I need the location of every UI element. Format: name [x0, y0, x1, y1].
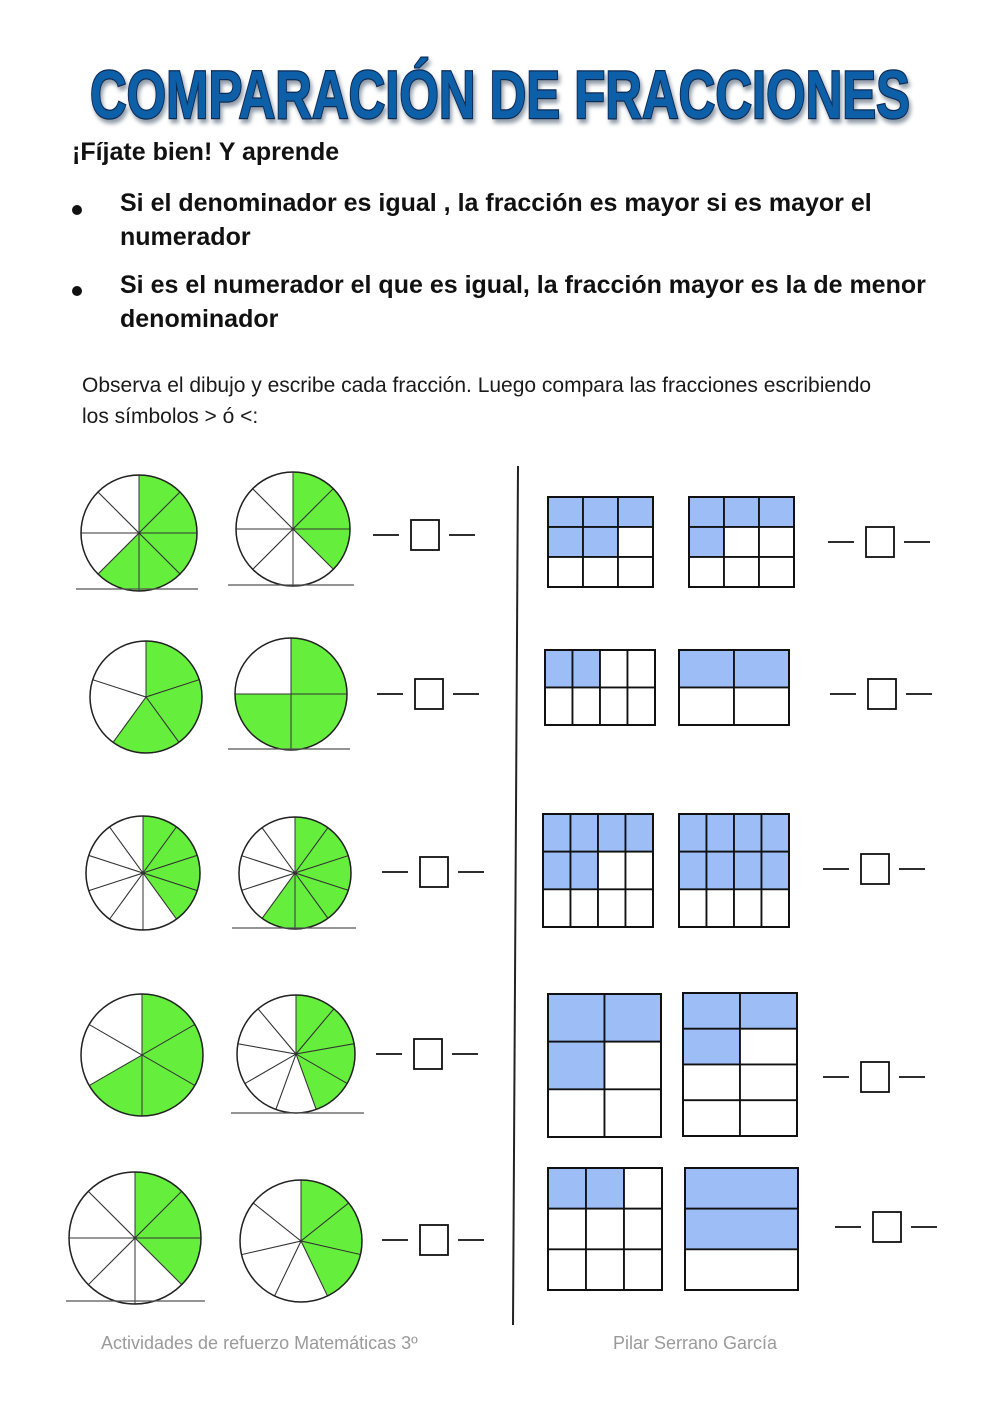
grid-cell [573, 650, 601, 688]
grid-cell [624, 1209, 662, 1250]
column-divider [513, 466, 518, 1325]
grid-cell [734, 889, 762, 927]
fraction-circle [240, 1180, 362, 1302]
comparison-blank [828, 527, 930, 557]
grid-cell [624, 1168, 662, 1209]
fraction-grid [548, 1168, 662, 1290]
grid-cell [724, 497, 759, 527]
grid-cell [548, 994, 605, 1042]
fraction-grid [689, 497, 794, 587]
grid-cell [679, 814, 707, 852]
grid-cell [598, 852, 626, 890]
grid-cell [543, 852, 571, 890]
grid-cell [679, 889, 707, 927]
fraction-circle [81, 475, 197, 591]
answer-box [861, 854, 889, 884]
grid-cell [545, 650, 573, 688]
grid-cell [605, 994, 662, 1042]
grid-cell [605, 1042, 662, 1090]
comparison-blank [376, 1039, 478, 1069]
grid-cell [759, 497, 794, 527]
grid-cell [583, 557, 618, 587]
grid-cell [683, 1029, 740, 1065]
grid-cell [679, 852, 707, 890]
grid-cell [683, 993, 740, 1029]
grid-cell [689, 527, 724, 557]
grid-cell [548, 1042, 605, 1090]
grid-cell [759, 557, 794, 587]
grid-cell [624, 1249, 662, 1290]
grid-cell [762, 889, 790, 927]
grid-cell [724, 527, 759, 557]
grid-cell [683, 1100, 740, 1136]
answer-box [868, 679, 896, 709]
intro-text: ¡Fíjate bien! Y aprende [72, 138, 340, 166]
grid-cell [583, 527, 618, 557]
exercise-instruction: Observa el dibujo y escribe cada fracción. Luego compara las fracciones escribiendo los símbolos > ó <: [82, 374, 872, 428]
fraction-circle [235, 638, 347, 750]
grid-cell [548, 497, 583, 527]
grid-cell [548, 557, 583, 587]
comparison-blank [823, 1062, 925, 1092]
fraction-circle [69, 1172, 201, 1304]
grid-cell [734, 688, 789, 726]
grid-cell [600, 688, 628, 726]
answer-box [420, 857, 448, 887]
grid-cell [762, 852, 790, 890]
fraction-grid [545, 650, 655, 725]
answer-box [866, 527, 894, 557]
grid-cell [548, 1089, 605, 1137]
grid-cell [618, 557, 653, 587]
comparison-blank [830, 679, 932, 709]
fraction-grid [548, 497, 653, 587]
answer-box [420, 1225, 448, 1255]
fraction-circle [81, 994, 203, 1116]
grid-cell [618, 527, 653, 557]
grid-cell [548, 1249, 586, 1290]
grid-cell [734, 852, 762, 890]
fraction-grid [679, 650, 789, 725]
grid-cell [586, 1209, 624, 1250]
grid-cell [548, 1168, 586, 1209]
grid-cell [548, 527, 583, 557]
fraction-circle [236, 472, 350, 586]
grid-cell [628, 688, 656, 726]
circle-sector [291, 694, 347, 750]
grid-cell [734, 650, 789, 688]
comparison-blank [382, 857, 484, 887]
grid-cell [573, 688, 601, 726]
grid-cell [545, 688, 573, 726]
grid-cell [707, 814, 735, 852]
circle-sector [291, 638, 347, 694]
comparison-blank [373, 520, 475, 550]
answer-box [873, 1212, 901, 1242]
grid-cell [679, 688, 734, 726]
fraction-grid [679, 814, 789, 927]
rule-equal-numerator: Si es el numerador el que es igual, la fracción mayor es la de menor denominador [120, 271, 926, 333]
grid-cell [543, 814, 571, 852]
grid-cell [689, 557, 724, 587]
grid-cell [689, 497, 724, 527]
answer-box [415, 679, 443, 709]
grid-cell [548, 1209, 586, 1250]
grid-cell [685, 1209, 798, 1250]
circle-sector [235, 694, 291, 750]
fraction-circle [90, 641, 202, 753]
grid-cell [600, 650, 628, 688]
grid-cell [759, 527, 794, 557]
grid-cell [626, 889, 654, 927]
grid-cell [543, 889, 571, 927]
grid-cell [626, 814, 654, 852]
grid-cell [586, 1249, 624, 1290]
grid-cell [571, 852, 599, 890]
page-title-text: COMPARACIÓN DE FRACCIONES [90, 57, 910, 133]
grid-cell [583, 497, 618, 527]
rule-equal-denominator: Si el denominador es igual , la fracción es mayor si es mayor el numerador [120, 189, 872, 251]
grid-cell [618, 497, 653, 527]
grid-cell [707, 852, 735, 890]
grid-cell [762, 814, 790, 852]
grid-cell [571, 889, 599, 927]
fraction-grid [685, 1168, 798, 1290]
comparison-blank [835, 1212, 937, 1242]
grid-cell [740, 1065, 797, 1101]
grid-cell [740, 1029, 797, 1065]
grid-cell [724, 557, 759, 587]
footer-course: Actividades de refuerzo Matemáticas 3º [101, 1333, 418, 1353]
grid-cell [605, 1089, 662, 1137]
grid-cell [683, 1065, 740, 1101]
comparison-blank [377, 679, 479, 709]
grid-cell [586, 1168, 624, 1209]
circle-sector [235, 638, 291, 694]
grid-cell [740, 993, 797, 1029]
fraction-circle [86, 816, 200, 930]
grid-cell [685, 1168, 798, 1209]
grid-cell [685, 1249, 798, 1290]
grid-cell [679, 650, 734, 688]
comparison-blank [823, 854, 925, 884]
grid-cell [598, 889, 626, 927]
fraction-grid [548, 994, 661, 1137]
comparison-blank [382, 1225, 484, 1255]
answer-box [861, 1062, 889, 1092]
grid-cell [598, 814, 626, 852]
answer-box [411, 520, 439, 550]
grid-cell [571, 814, 599, 852]
grid-cell [707, 889, 735, 927]
grid-cell [734, 814, 762, 852]
fraction-circle [237, 995, 355, 1113]
fraction-grid [543, 814, 653, 927]
fraction-circle [239, 817, 351, 929]
grid-cell [740, 1100, 797, 1136]
fraction-grid [683, 993, 797, 1136]
answer-box [414, 1039, 442, 1069]
footer-author: Pilar Serrano García [613, 1333, 778, 1353]
grid-cell [628, 650, 656, 688]
grid-cell [626, 852, 654, 890]
